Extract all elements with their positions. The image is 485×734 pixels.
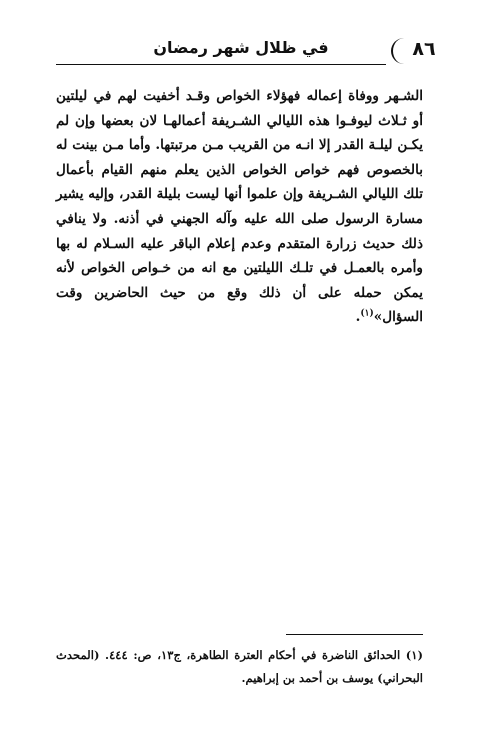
body-paragraph-closing: . [355,309,361,326]
running-title: في ظلال شهر رمضان [153,38,329,57]
body-paragraph-text: الشـهر ووفاة إعماله فهؤلاء الخواص وقـد أخفيت لهم في ليلتين أو ثـلاث ليوفـوا هذه الليالي الشـريفة أعمالهـا لان بعضها وإن لم يكـن ليلـة القدر إلا انـه من القريب مـن مرتبتها. وأما مـن بينت له بالخصوص فهم خواص الخواص الذين يعلم منهم القيام بأعمال تلك الليالي الشـريفة وإن علموا أنها ليست بليلة القدر، وإليه يشير مسارة الرسول صلى الله عليه وآله الجهني في أذنه. ولا ينافي ذلك حديث زرارة المتقدم وعدم إعلام الباقر عليه السـلام له بها وأمره بالعمـل في تلـك الليلتين مع انه من خـواص الخواص لأنه يمكن حمله على أن ذلك وقع من حيث الحاضرين وقت السؤال» [56,88,423,326]
footnote-reference[interactable]: (١) [360,308,374,319]
body-paragraph [56,84,423,330]
body-text [56,84,423,330]
footnotes [56,644,423,690]
page-number: ٨٦ [412,38,436,60]
footnote-rule [286,634,423,635]
header-rule [56,64,386,65]
footnote-item: (١) الحدائق الناضرة في أحكام العترة الطاهرة، ج١٣، ص: ٤٤٤. (المحدث البحراني) يوسف بن أحمد بن إبراهيم. [56,648,423,685]
page-header [0,32,485,72]
